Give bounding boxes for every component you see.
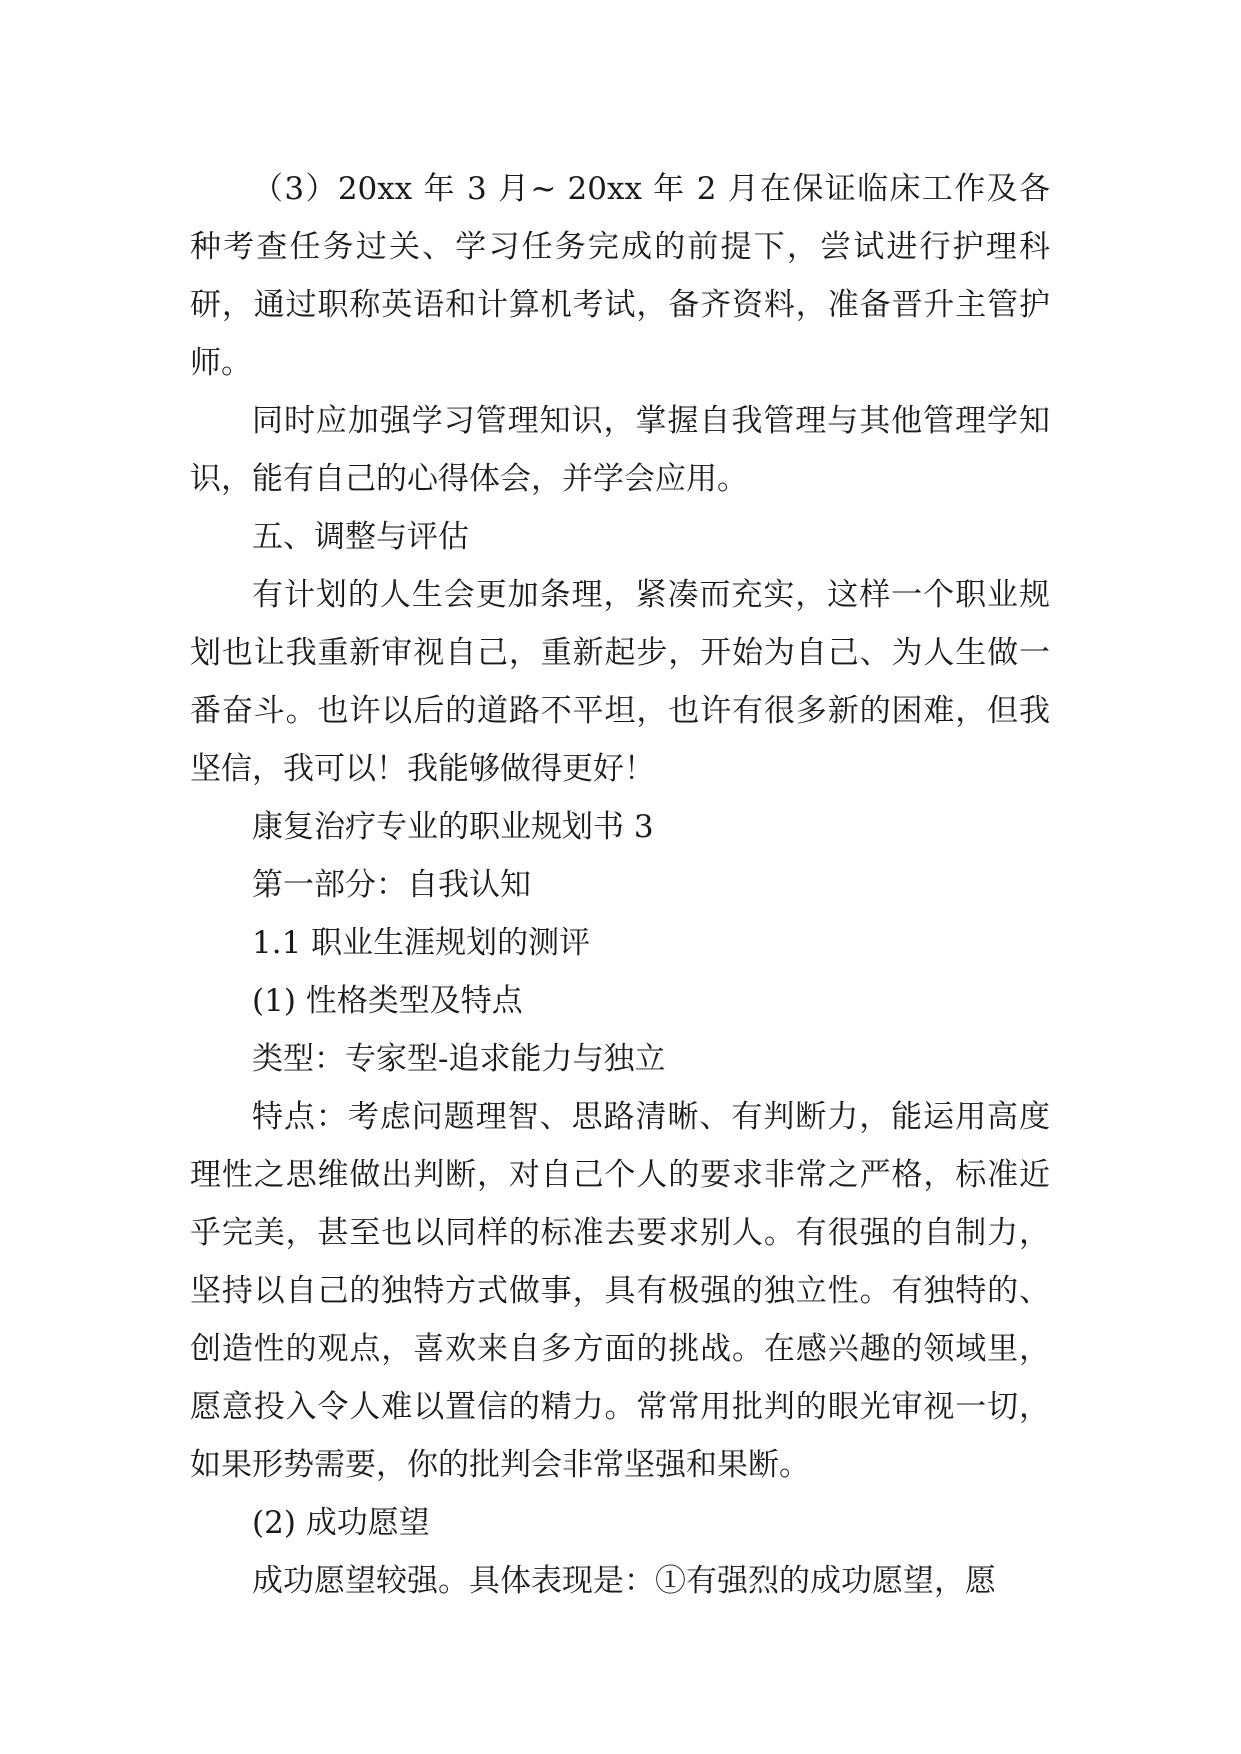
document-body xyxy=(190,160,1050,1610)
document-title-plan-3: 康复治疗专业的职业规划书 3 xyxy=(252,809,654,845)
paragraph-plan-step-3: （3）20xx 年 3 月~ 20xx 年 2 月在保证临床工作及各种考查任务过关、学习任务完成的前提下，尝试进行护理科研，通过职称英语和计算机考试，备齐资料，准备晋升主管护师。 xyxy=(190,171,1050,381)
paragraph-success-desire: 成功愿望较强。具体表现是：①有强烈的成功愿望，愿 xyxy=(252,1563,996,1599)
paragraph-management-knowledge: 同时应加强学习管理知识，掌握自我管理与其他管理学知识，能有自己的心得体会，并学会应用。 xyxy=(190,403,1050,497)
section-heading-adjust-evaluate: 五、调整与评估 xyxy=(252,519,469,555)
part-heading-self-cognition: 第一部分：自我认知 xyxy=(252,867,531,903)
paragraph-conclusion: 有计划的人生会更加条理，紧凑而充实，这样一个职业规划也让我重新审视自己，重新起步，开始为自己、为人生做一番奋斗。也许以后的道路不平坦，也许有很多新的困难，但我坚信，我可以！我能够做得更好！ xyxy=(190,577,1050,787)
subheading-career-assessment: 1.1 职业生涯规划的测评 xyxy=(252,925,591,961)
paragraph-type: 类型：专家型-追求能力与独立 xyxy=(252,1041,666,1077)
subheading-success-desire: (2) 成功愿望 xyxy=(252,1505,430,1541)
subheading-personality-type: (1) 性格类型及特点 xyxy=(252,983,523,1019)
paragraph-characteristics: 特点：考虑问题理智、思路清晰、有判断力，能运用高度理性之思维做出判断，对自己个人的要求非常之严格，标准近乎完美，甚至也以同样的标准去要求别人。有很强的自制力，坚持以自己的独特方式做事，具有极强的独立性。有独特的、创造性的观点，喜欢来自多方面的挑战。在感兴趣的领域里，愿意投入令人难以置信的精力。常常用批判的眼光审视一切，如果形势需要，你的批判会非常坚强和果断。 xyxy=(190,1099,1050,1483)
